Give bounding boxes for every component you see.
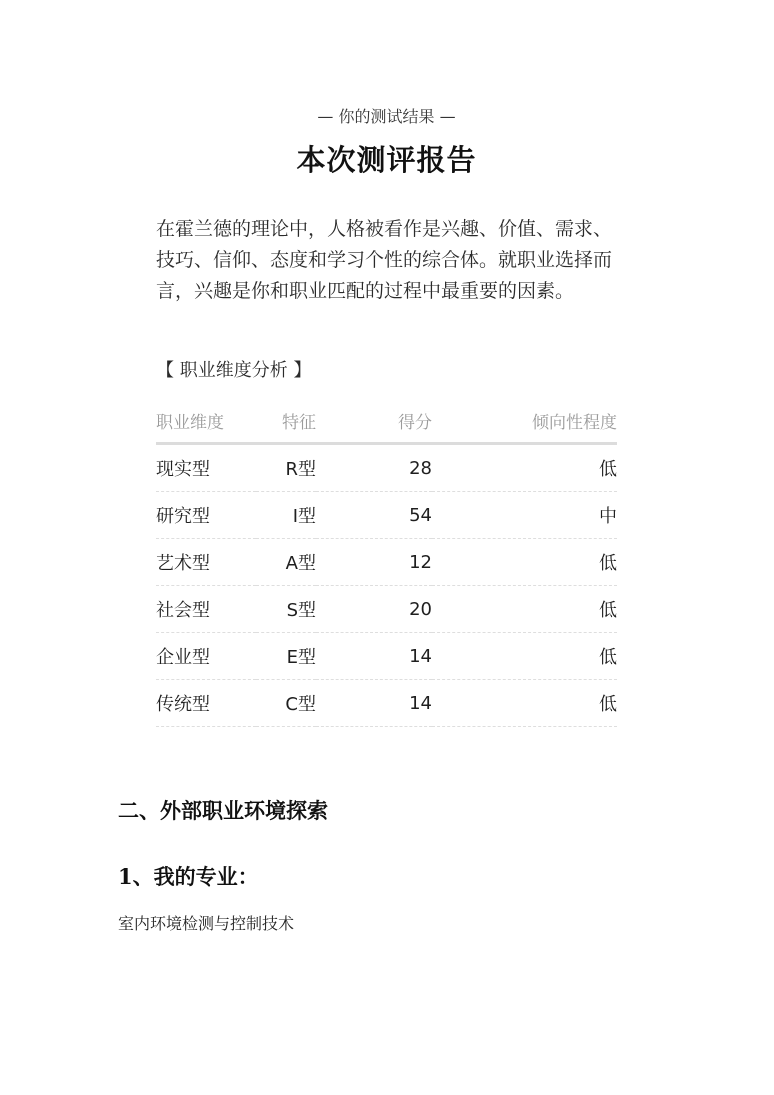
row-score: 12 xyxy=(316,539,432,586)
row-level: 中 xyxy=(432,492,617,539)
table-row xyxy=(156,633,617,680)
row-feature: I型 xyxy=(256,492,316,539)
row-feature: C型 xyxy=(256,680,316,727)
row-dimension: 传统型 xyxy=(156,680,256,727)
report-intro: 在霍兰德的理论中，人格被看作是兴趣、价值、需求、技巧、信仰、态度和学习个性的综合体。就职业选择而言，兴趣是你和职业匹配的过程中最重要的因素。 xyxy=(156,218,613,302)
dimension-analysis-label: 【 职业维度分析 】 xyxy=(156,360,312,381)
row-feature: R型 xyxy=(256,444,316,492)
table-header-row xyxy=(156,398,617,444)
row-level: 低 xyxy=(432,680,617,727)
row-level: 低 xyxy=(432,633,617,680)
row-feature: S型 xyxy=(256,586,316,633)
row-level: 低 xyxy=(432,539,617,586)
row-dimension: 企业型 xyxy=(156,633,256,680)
table-row xyxy=(156,539,617,586)
row-dimension: 现实型 xyxy=(156,444,256,492)
table-row xyxy=(156,586,617,633)
major-name: 室内环境检测与控制技术 xyxy=(118,914,295,933)
report-title: 本次测评报告 xyxy=(296,143,477,177)
row-score: 28 xyxy=(316,444,432,492)
row-dimension: 艺术型 xyxy=(156,539,256,586)
header-dimension: 职业维度 xyxy=(156,398,256,444)
table-row xyxy=(156,444,617,492)
table-row xyxy=(156,680,617,727)
header-feature: 特征 xyxy=(256,398,316,444)
row-dimension: 社会型 xyxy=(156,586,256,633)
row-feature: A型 xyxy=(256,539,316,586)
dimension-table xyxy=(156,398,617,727)
section-heading: 二、外部职业环境探索 xyxy=(118,798,328,823)
table-row xyxy=(156,492,617,539)
row-level: 低 xyxy=(432,444,617,492)
row-level: 低 xyxy=(432,586,617,633)
row-score: 54 xyxy=(316,492,432,539)
row-dimension: 研究型 xyxy=(156,492,256,539)
row-score: 20 xyxy=(316,586,432,633)
row-feature: E型 xyxy=(256,633,316,680)
major-subheading: 1、我的专业： xyxy=(118,864,259,889)
row-score: 14 xyxy=(316,633,432,680)
header-level: 倾向性程度 xyxy=(432,398,617,444)
header-score: 得分 xyxy=(316,398,432,444)
row-score: 14 xyxy=(316,680,432,727)
report-subtitle: — 你的测试结果 — xyxy=(317,107,456,126)
